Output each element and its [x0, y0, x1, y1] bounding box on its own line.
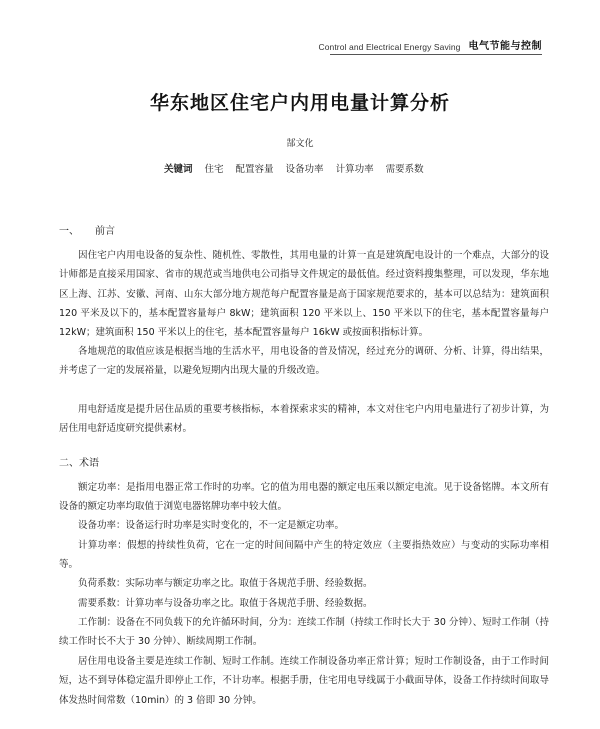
section-heading-2: 二、术语 — [59, 458, 99, 469]
paragraph: 用电舒适度是提升居住品质的重要考核指标，本着探索求实的精神，本文对住宅户内用电量进行了初步计算，为居住用电舒适度研究提供素材。 — [59, 404, 549, 435]
paragraph: 工作制：设备在不同负载下的允许循环时间，分为：连续工作制（持续工作时长大于 30 分钟）、短时工作制（持续工作时长不大于 30 分钟）、断续周期工作制。 — [59, 617, 549, 648]
author: 郜文化 — [286, 139, 314, 149]
paragraph: 因住宅户内用电设备的复杂性、随机性、零散性，其用电量的计算一直是建筑配电设计的一个难点，大部分的设计师都是直接采用国家、省市的规范或当地供电公司指导文件规定的最低值。经过资料搜集整理，可以发现，华东地区上海、江苏、安徽、河南、山东大部分地方规范每户配置容量是高于国家规范要求的，基本可以总结为：建筑面积 120 平米及以下的，基本配置容量每户 8kW；建筑面积 120 平米以上、150 平米以下的住宅，基本配置容量每户 12kW；建筑面积 150 平米以上的住宅，基本配置容量每户 16kW 或按面积指标计算。 — [59, 250, 549, 339]
keywords-label: 关键词 — [164, 164, 193, 175]
header-rule — [330, 54, 542, 55]
keyword: 设备功率 — [285, 164, 324, 175]
paper-title: 华东地区住宅户内用电量计算分析 — [149, 92, 450, 114]
section-number: 一、 — [59, 226, 79, 237]
keyword: 住宅 — [204, 164, 224, 175]
paragraph: 负荷系数：实际功率与额定功率之比。取值于各规范手册、经验数据。 — [78, 578, 373, 589]
journal-header — [318, 36, 542, 52]
keywords-line — [164, 161, 424, 175]
section-heading-1 — [59, 222, 115, 237]
keyword: 计算功率 — [335, 164, 374, 175]
paragraph: 额定功率：是指用电器正常工作时的功率。它的值为用电器的额定电压乘以额定电流。见于设备铭牌。本文所有设备的额定功率均取值于浏览电器铭牌功率中较大值。 — [59, 482, 549, 513]
paragraph: 需要系数：计算功率与设备功率之比。取值于各规范手册、经验数据。 — [78, 598, 373, 609]
paragraph: 居住用电设备主要是连续工作制、短时工作制。连续工作制设备功率正常计算；短时工作制设备，由于工作时间短，达不到导体稳定温升即停止工作，不计功率。根据手册，住宅用电导线属于小截面导体，设备工作持续时间取导体发热时间常数（10min）的 3 倍即 30 分钟。 — [59, 656, 549, 706]
paragraph: 计算功率：假想的持续性负荷，它在一定的时间间隔中产生的特定效应（主要指热效应）与变动的实际功率相等。 — [59, 540, 549, 571]
section-title: 前言 — [95, 226, 115, 237]
keyword: 需要系数 — [385, 164, 424, 175]
paragraph: 设备功率：设备运行时功率是实时变化的，不一定是额定功率。 — [78, 520, 345, 531]
journal-name-cn: 电气节能与控制 — [468, 41, 542, 52]
journal-name-en: Control and Electrical Energy Saving — [318, 42, 461, 52]
paragraph: 各地规范的取值应该是根据当地的生活水平，用电设备的普及情况，经过充分的调研、分析、计算，得出结果，并考虑了一定的发展裕量，以避免短期内出现大量的升级改造。 — [59, 346, 549, 377]
keyword: 配置容量 — [235, 164, 274, 175]
